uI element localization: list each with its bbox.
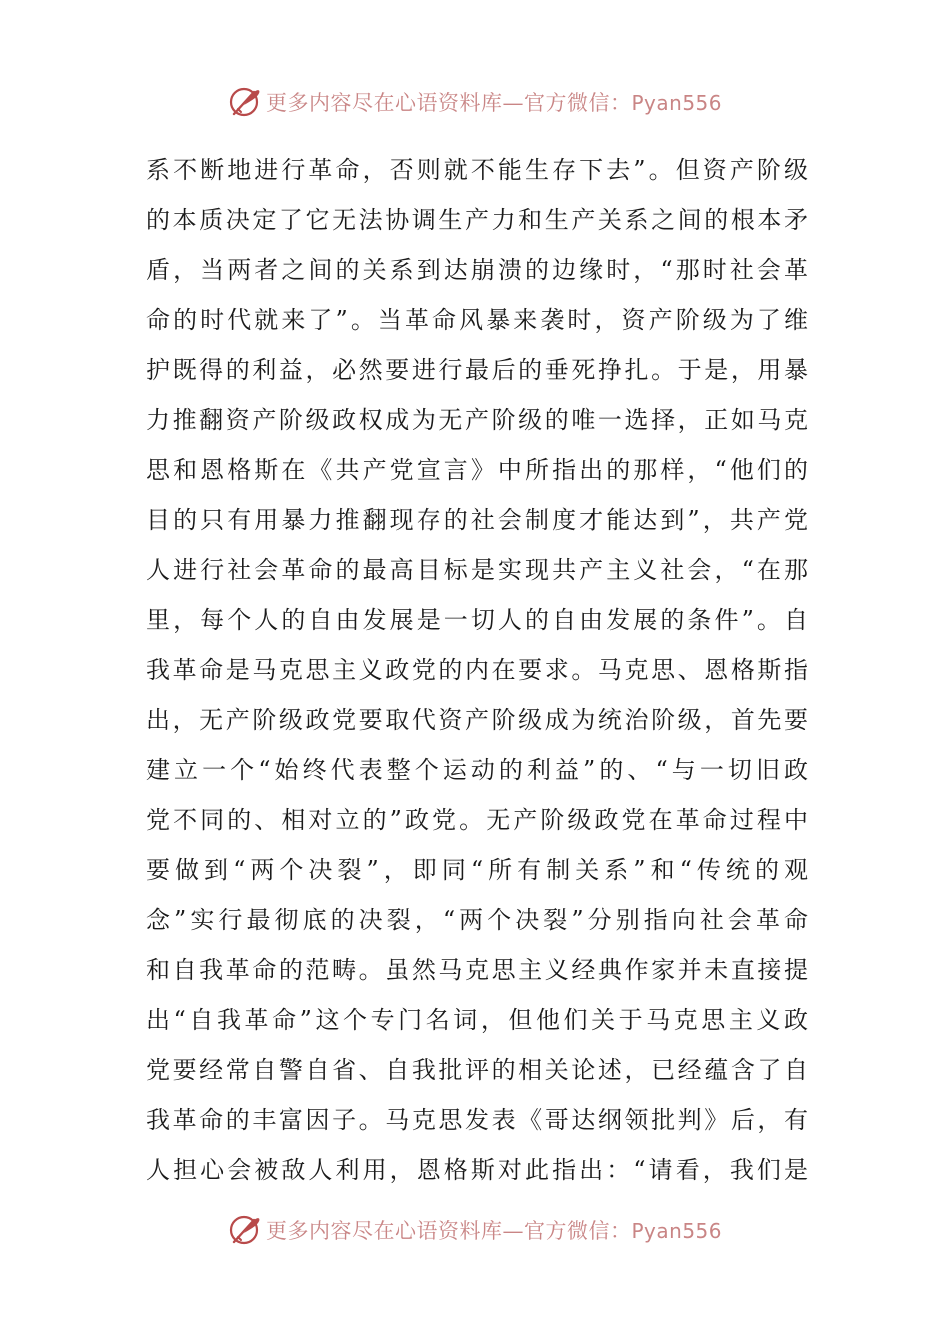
body-line: 念”实行最彻底的决裂，“两个决裂”分别指向社会革命 <box>146 906 808 934</box>
body-line: 要做到“两个决裂”，即同“所有制关系”和“传统的观 <box>146 856 808 884</box>
footer-banner-label: 更多内容尽在心语资料库—官方微信： <box>265 1219 632 1243</box>
body-line: 盾，当两者之间的关系到达崩溃的边缘时，“那时社会革 <box>146 256 808 284</box>
body-line: 我革命是马克思主义政党的内在要求。马克思、恩格斯指 <box>146 656 808 684</box>
body-line: 出，无产阶级政党要取代资产阶级成为统治阶级，首先要 <box>146 706 808 734</box>
body-line: 力推翻资产阶级政权成为无产阶级的唯一选择，正如马克 <box>146 406 808 434</box>
quill-logo-icon <box>228 85 262 119</box>
body-line: 里，每个人的自由发展是一切人的自由发展的条件”。自 <box>146 606 808 634</box>
body-line: 和自我革命的范畴。虽然马克思主义经典作家并未直接提 <box>146 956 808 984</box>
body-line: 护既得的利益，必然要进行最后的垂死挣扎。于是，用暴 <box>146 356 808 384</box>
body-line: 的本质决定了它无法协调生产力和生产关系之间的根本矛 <box>146 206 808 234</box>
body-line: 建立一个“始终代表整个运动的利益”的、“与一切旧政 <box>146 756 808 784</box>
body-line: 党不同的、相对立的”政党。无产阶级政党在革命过程中 <box>146 806 808 834</box>
body-line: 系不断地进行革命，否则就不能生存下去”。但资产阶级 <box>146 156 808 184</box>
quill-logo-icon <box>228 1213 262 1247</box>
body-line: 人担心会被敌人利用，恩格斯对此指出：“请看，我们是 <box>146 1156 808 1184</box>
body-line: 目的只有用暴力推翻现存的社会制度才能达到”，共产党 <box>146 506 808 534</box>
header-banner <box>0 82 950 122</box>
footer-banner <box>0 1210 950 1250</box>
body-line: 命的时代就来了”。当革命风暴来袭时，资产阶级为了维 <box>146 306 808 334</box>
document-body <box>146 145 808 1195</box>
header-banner-text <box>266 87 722 117</box>
body-line: 党要经常自警自省、自我批评的相关论述，已经蕴含了自 <box>146 1056 808 1084</box>
body-line: 人进行社会革命的最高目标是实现共产主义社会，“在那 <box>146 556 808 584</box>
body-line: 思和恩格斯在《共产党宣言》中所指出的那样，“他们的 <box>146 456 808 484</box>
footer-wechat-id: Pyan556 <box>631 1219 722 1243</box>
body-line: 出“自我革命”这个专门名词，但他们关于马克思主义政 <box>146 1006 808 1034</box>
body-line: 我革命的丰富因子。马克思发表《哥达纲领批判》后，有 <box>146 1106 808 1134</box>
footer-banner-text <box>266 1215 722 1245</box>
header-wechat-id: Pyan556 <box>631 91 722 115</box>
header-banner-label: 更多内容尽在心语资料库—官方微信： <box>265 91 632 115</box>
